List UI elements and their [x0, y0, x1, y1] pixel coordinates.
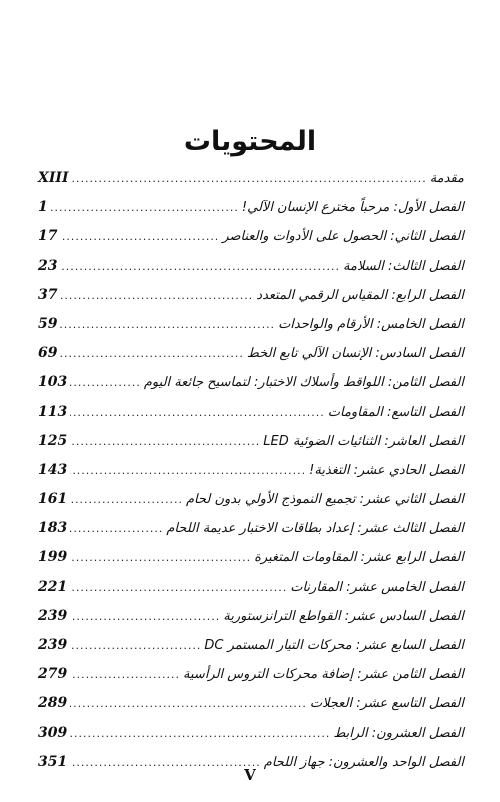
toc-entry-page: 221: [38, 578, 68, 595]
toc-entry-title: الفصل الثاني عشر: تجميع النموذج الأولي بدون لحام: [185, 492, 464, 508]
toc-entry-title: الفصل الحادي عشر: التغذية!: [309, 462, 464, 478]
dot-leader: [70, 551, 251, 564]
toc-entry-page: 17: [38, 228, 58, 245]
toc-entry-page: 239: [38, 607, 68, 624]
dot-leader: [51, 201, 239, 214]
dot-leader: [60, 318, 275, 331]
toc-entry: [38, 666, 464, 695]
page-title: المحتويات: [183, 126, 317, 158]
toc-entry-page: 143: [38, 461, 68, 478]
toc-entry: [38, 725, 464, 754]
toc-entry-page: 351: [38, 753, 68, 770]
dot-leader: [70, 406, 325, 419]
toc-entry: [38, 345, 464, 374]
dot-leader: [70, 522, 163, 535]
toc-entry-page: 161: [38, 491, 68, 508]
toc-entry-page: 239: [38, 637, 68, 653]
toc-entry: [38, 199, 464, 228]
toc-entry-title: الفصل الخامس عشر: المقارنات: [290, 579, 464, 595]
toc-entry-title: الفصل التاسع: المقاومات: [327, 404, 464, 420]
toc-entry: [38, 433, 464, 462]
toc-entry-page: 23: [38, 257, 58, 274]
toc-entry-page: 279: [38, 666, 68, 683]
toc-entry: [38, 462, 464, 491]
page-number: V: [244, 766, 256, 784]
toc-entry: [38, 520, 464, 549]
dot-leader: [70, 376, 141, 389]
toc-entry: [38, 374, 464, 403]
toc-entry-page: XIII: [38, 170, 69, 186]
toc-entry-title: الفصل السابع عشر: محركات التيار المستمر DC: [204, 638, 464, 653]
toc-entry: [38, 608, 464, 637]
toc-entry-page: 59: [38, 315, 58, 332]
toc-entry-title: الفصل الواحد والعشرون: جهاز اللحام: [263, 754, 464, 770]
toc-entry: [38, 258, 464, 287]
dot-leader: [70, 493, 183, 506]
toc-entry-title: الفصل التاسع عشر: العجلات: [309, 696, 464, 712]
toc-entry-title: الفصل الثامن عشر: إضافة محركات التروس الرأسية: [183, 667, 464, 683]
toc-entry-page: 37: [38, 286, 58, 303]
toc-entry-title: مقدمة: [429, 171, 464, 186]
toc-entry-title: الفصل الثالث عشر: إعداد بطاقات الاختبار عديمة اللحام: [166, 521, 464, 537]
dot-leader: [60, 347, 243, 360]
toc-entry-title: الفصل العشرون: الرابط: [333, 725, 464, 741]
toc-entry: [38, 637, 464, 666]
toc-entry-page: 289: [38, 695, 68, 712]
toc-entry: [38, 287, 464, 316]
dot-leader: [70, 464, 306, 477]
dot-leader: [70, 435, 260, 448]
dot-leader: [60, 260, 340, 273]
toc-entry-title: الفصل الرابع عشر: المقاومات المتغيرة: [254, 550, 464, 566]
toc-entry-title: الفصل الثامن: اللواقط وأسلاك الاختبار: لتماسيح جائعة اليوم: [143, 375, 464, 391]
dot-leader: [70, 697, 307, 710]
toc-entry-title: الفصل الرابع: المقياس الرقمي المتعدد: [256, 287, 464, 303]
toc-entry: [38, 228, 464, 257]
toc-entry: [38, 491, 464, 520]
toc-entry: [38, 695, 464, 724]
toc-entry-page: 103: [38, 374, 68, 391]
dot-leader: [70, 727, 330, 740]
toc-entry-page: 69: [38, 345, 58, 362]
toc-entry: [38, 316, 464, 345]
toc-entry-title: الفصل السادس عشر: القواطع الترانزستورية: [223, 608, 464, 624]
toc-entry: [38, 404, 464, 433]
toc-entry-title: الفصل الثالث: السلامة: [343, 258, 464, 274]
dot-leader: [60, 289, 253, 302]
toc-entry-title: الفصل الخامس: الأرقام والواحدات: [278, 316, 464, 332]
toc-entry-page: 113: [38, 403, 68, 420]
toc-entry-title: الفصل العاشر: الثنائيات الضوئية LED: [263, 433, 464, 449]
toc-entry-page: 125: [38, 432, 68, 449]
dot-leader: [70, 581, 287, 594]
toc-entry-title: الفصل الأول: مرحباً مخترع الإنسان الآلي!: [241, 200, 464, 216]
dot-leader: [70, 639, 201, 652]
dot-leader: [60, 230, 219, 243]
toc-entry-page: 1: [38, 199, 48, 216]
toc-entry-title: الفصل السادس: الإنسان الآلي تابع الخط: [246, 346, 464, 362]
dot-leader: [70, 668, 180, 681]
toc-entry-page: 199: [38, 549, 68, 566]
dot-leader: [70, 610, 220, 623]
toc-entry: [38, 579, 464, 608]
toc-entry-page: 183: [38, 520, 68, 537]
dot-leader: [72, 172, 427, 185]
toc-entry: [38, 549, 464, 578]
toc-entry: [38, 170, 464, 199]
toc-entry-title: الفصل الثاني: الحصول على الأدوات والعناصر: [222, 229, 464, 245]
toc-entry-page: 309: [38, 724, 68, 741]
table-of-contents: [38, 170, 464, 783]
